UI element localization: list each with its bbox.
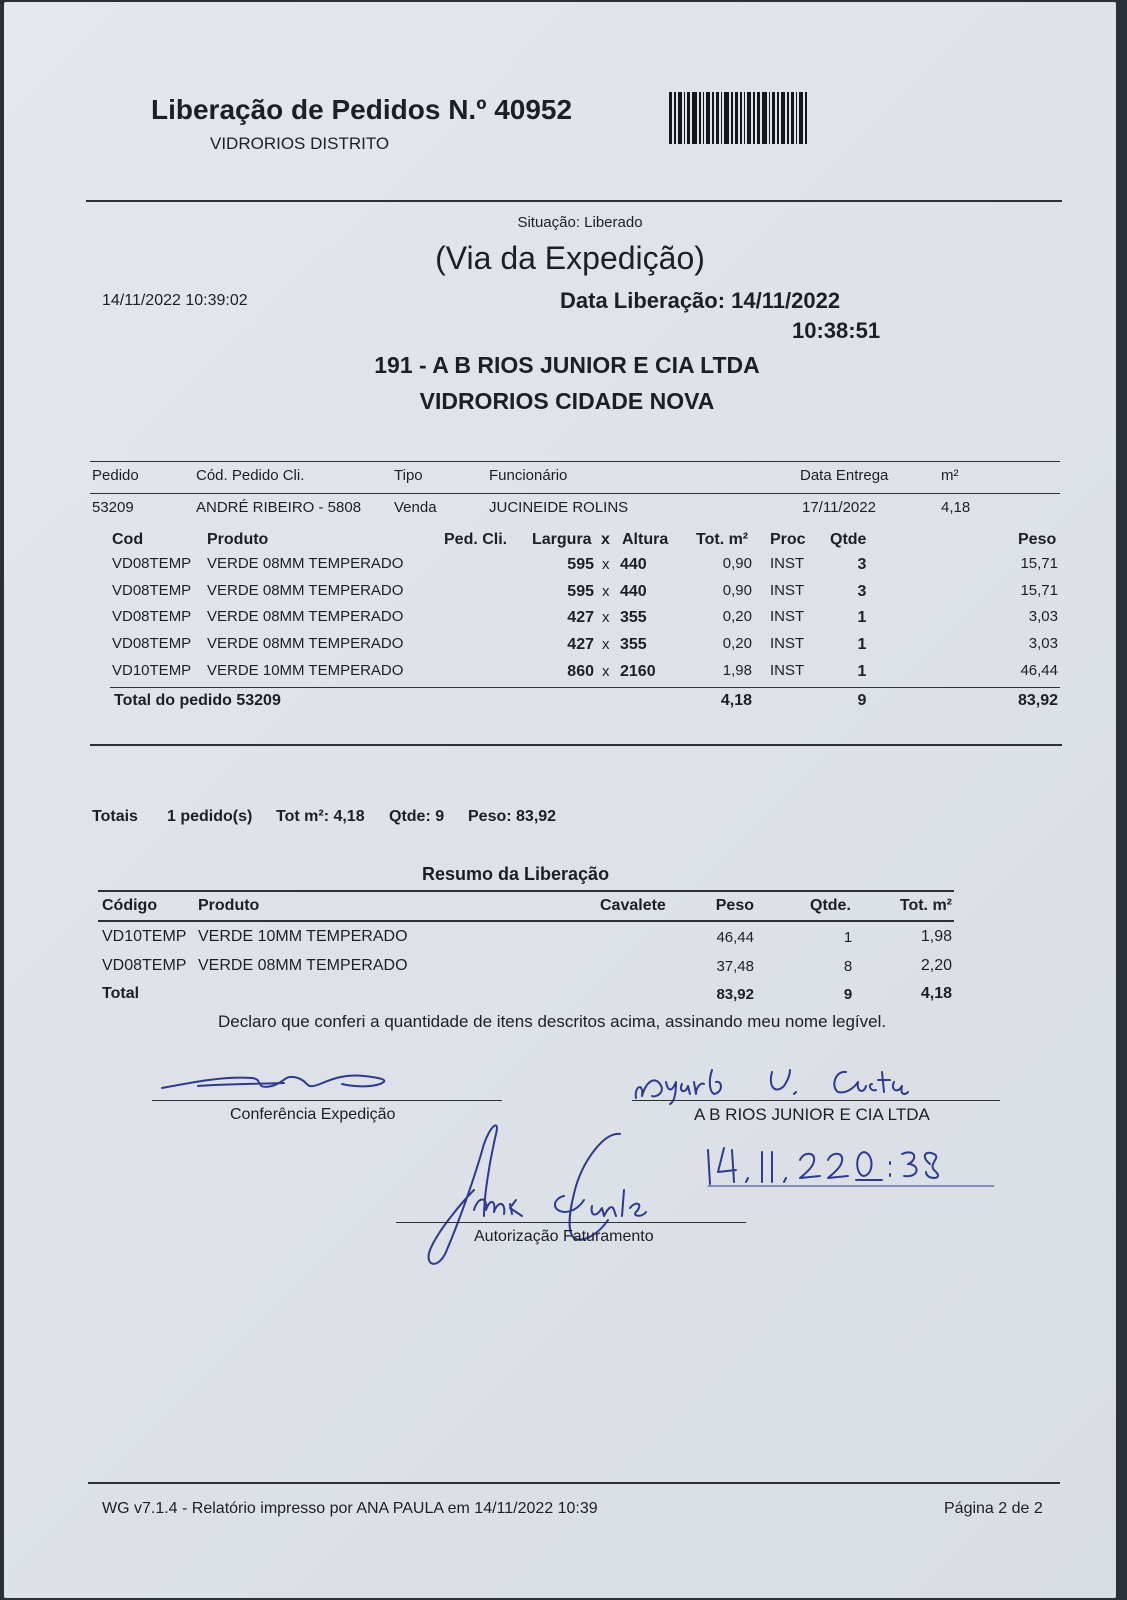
client-branch: VIDRORIOS CIDADE NOVA	[419, 388, 715, 414]
totais-peso: Peso: 83,92	[468, 808, 557, 825]
item-altura: 440	[620, 583, 647, 600]
item-cod: VD10TEMP	[112, 662, 192, 679]
item-cod: VD08TEMP	[112, 635, 192, 652]
resumo-produto: VERDE 10MM TEMPERADO	[198, 928, 408, 945]
item-produto: VERDE 08MM TEMPERADO	[207, 555, 404, 572]
item-qtde: 3	[857, 583, 867, 600]
item-peso: 3,03	[1028, 635, 1058, 652]
resumo-col-cavalete: Cavalete	[600, 897, 666, 914]
items-total-qtde: 9	[857, 692, 867, 709]
client-name: 191 - A B RIOS JUNIOR E CIA LTDA	[374, 352, 760, 378]
status-label: Situação: Liberado	[517, 214, 643, 231]
order-table-header-rule	[90, 493, 1060, 494]
resumo-codigo: VD08TEMP	[102, 957, 187, 974]
items-total-rule	[110, 687, 1060, 688]
resumo-top-rule	[98, 890, 954, 892]
resumo-produto: VERDE 08MM TEMPERADO	[198, 957, 408, 974]
items-col-produto: Produto	[207, 531, 269, 548]
client-signature-line	[632, 1100, 1000, 1101]
col-data-entrega: Data Entrega	[800, 467, 889, 484]
item-largura: 595	[567, 583, 594, 600]
conferencia-label: Conferência Expedição	[230, 1106, 396, 1123]
item-tot-m2: 1,98	[722, 662, 752, 679]
col-m2: m²	[941, 467, 959, 484]
resumo-header-rule	[98, 920, 954, 922]
item-x: x	[602, 583, 610, 600]
handwritten-date	[704, 1142, 994, 1192]
resumo-title: Resumo da Liberação	[422, 864, 610, 884]
item-tot-m2: 0,90	[722, 582, 752, 599]
item-produto: VERDE 08MM TEMPERADO	[207, 582, 404, 599]
resumo-qtde: 8	[843, 958, 853, 975]
resumo-col-tot-m2: Tot. m²	[899, 897, 952, 914]
item-largura: 595	[567, 556, 594, 573]
item-x: x	[602, 556, 610, 573]
order-table-top-rule	[90, 461, 1060, 462]
autorizacao-label: Autorização Faturamento	[474, 1228, 654, 1245]
order-tipo: Venda	[394, 499, 437, 516]
item-produto: VERDE 10MM TEMPERADO	[207, 662, 404, 679]
item-largura: 427	[567, 609, 594, 626]
items-col-tot-m2: Tot. m²	[696, 531, 749, 548]
item-tot-m2: 0,90	[722, 555, 752, 572]
item-peso: 15,71	[1020, 582, 1058, 599]
resumo-total-label: Total	[102, 985, 140, 1002]
company-name: VIDRORIOS DISTRITO	[210, 134, 390, 153]
item-x: x	[602, 609, 610, 626]
resumo-qtde: 1	[843, 929, 853, 946]
header-divider	[86, 200, 1062, 202]
resumo-peso: 46,44	[716, 929, 754, 946]
col-cod-pedido-cli: Cód. Pedido Cli.	[196, 467, 305, 484]
release-time: 10:38:51	[792, 318, 881, 343]
item-qtde: 3	[857, 556, 867, 573]
release-date: Data Liberação: 14/11/2022	[560, 288, 841, 313]
items-col-cod: Cod	[112, 531, 144, 548]
items-total-m2: 4,18	[720, 692, 752, 709]
item-proc: INST	[770, 555, 805, 572]
resumo-tot-m2: 1,98	[920, 928, 952, 945]
item-tot-m2: 0,20	[722, 635, 752, 652]
items-col-qtde: Qtde	[830, 531, 867, 548]
conferencia-signature	[154, 1062, 404, 1102]
order-pedido: 53209	[92, 499, 134, 516]
item-tot-m2: 0,20	[722, 608, 752, 625]
printed-timestamp: 14/11/2022 10:39:02	[102, 292, 248, 309]
totais-pedidos: 1 pedido(s)	[167, 808, 253, 825]
item-proc: INST	[770, 635, 805, 652]
resumo-tot-m2: 2,20	[920, 957, 952, 974]
items-col-peso: Peso	[1018, 531, 1057, 548]
col-funcionario: Funcionário	[489, 467, 568, 484]
declaration-text: Declaro que conferi a quantidade de itens descritos acima, assinando meu nome legível.	[218, 1012, 887, 1031]
barcode	[669, 92, 841, 144]
via-label: (Via da Expedição)	[435, 240, 705, 276]
item-cod: VD08TEMP	[112, 582, 192, 599]
resumo-col-peso: Peso	[715, 897, 754, 914]
items-col-altura: Altura	[622, 531, 669, 548]
item-altura: 2160	[620, 663, 656, 680]
item-proc: INST	[770, 662, 805, 679]
item-peso: 46,44	[1020, 662, 1058, 679]
items-col-ped-cli: Ped. Cli.	[444, 531, 508, 548]
conferencia-line	[152, 1100, 502, 1101]
item-peso: 3,03	[1028, 608, 1058, 625]
item-x: x	[602, 636, 610, 653]
item-qtde: 1	[857, 609, 867, 626]
item-altura: 440	[620, 556, 647, 573]
item-proc: INST	[770, 582, 805, 599]
resumo-peso: 37,48	[716, 958, 754, 975]
item-produto: VERDE 08MM TEMPERADO	[207, 635, 404, 652]
footer-page-number: Página 2 de 2	[944, 1500, 1043, 1517]
item-altura: 355	[620, 609, 647, 626]
resumo-col-produto: Produto	[198, 897, 260, 914]
footer-rule	[88, 1482, 1060, 1484]
order-data-entrega: 17/11/2022	[802, 499, 876, 516]
item-peso: 15,71	[1020, 555, 1058, 572]
totais-m2: Tot m²: 4,18	[276, 808, 365, 825]
item-altura: 355	[620, 636, 647, 653]
document-sheet	[4, 2, 1116, 1598]
items-col-proc: Proc	[770, 531, 806, 548]
col-tipo: Tipo	[394, 467, 423, 484]
item-qtde: 1	[857, 636, 867, 653]
resumo-codigo: VD10TEMP	[102, 928, 187, 945]
order-m2: 4,18	[941, 499, 971, 516]
resumo-total-qtde: 9	[843, 986, 853, 1003]
resumo-total-m2: 4,18	[920, 985, 952, 1002]
resumo-col-codigo: Código	[102, 897, 158, 914]
totais-qtde: Qtde: 9	[389, 808, 445, 825]
items-total-label: Total do pedido 53209	[114, 692, 281, 709]
item-produto: VERDE 08MM TEMPERADO	[207, 608, 404, 625]
item-largura: 860	[567, 663, 594, 680]
autorizacao-line	[396, 1222, 746, 1223]
item-qtde: 1	[857, 663, 867, 680]
item-cod: VD08TEMP	[112, 608, 192, 625]
order-cod-pedido-cli: ANDRÉ RIBEIRO - 5808	[196, 499, 362, 516]
item-cod: VD08TEMP	[112, 555, 192, 572]
resumo-total-peso: 83,92	[716, 986, 754, 1003]
items-col-largura: Largura	[532, 531, 592, 548]
document-title: Liberação de Pedidos N.º 40952	[151, 94, 573, 125]
item-proc: INST	[770, 608, 805, 625]
item-largura: 427	[567, 636, 594, 653]
items-total-peso: 83,92	[1017, 692, 1058, 709]
totais-label: Totais	[92, 808, 138, 825]
col-pedido: Pedido	[92, 467, 139, 484]
order-funcionario: JUCINEIDE ROLINS	[489, 499, 629, 516]
client-signature-label: A B RIOS JUNIOR E CIA LTDA	[694, 1105, 930, 1124]
items-end-rule	[90, 744, 1062, 746]
item-x: x	[602, 663, 610, 680]
autorizacao-signature	[424, 1120, 684, 1280]
resumo-col-qtde: Qtde.	[810, 897, 851, 914]
items-col-x: x	[601, 531, 610, 548]
footer-print-info: WG v7.1.4 - Relatório impresso por ANA PAULA em 14/11/2022 10:39	[102, 1500, 598, 1517]
